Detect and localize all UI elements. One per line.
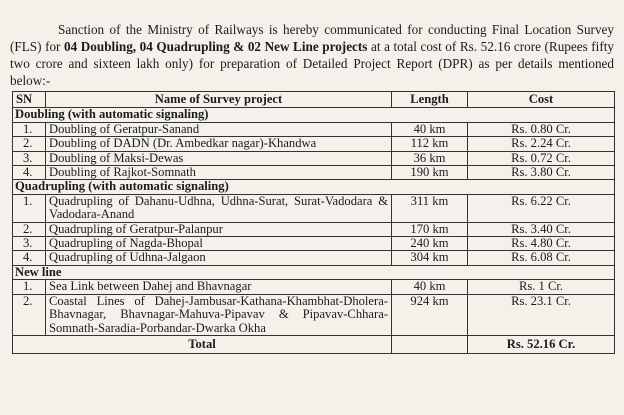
table-row — [13, 122, 615, 136]
row-cost: Rs. 1 Cr. — [468, 280, 615, 294]
table-header-row — [13, 92, 615, 108]
row-project-name: Quadrupling of Udhna-Jalgaon — [46, 251, 392, 265]
row-cost: Rs. 2.24 Cr. — [468, 137, 615, 151]
total-label: Total — [13, 335, 392, 353]
section-title: New line — [13, 265, 615, 279]
table-row — [13, 294, 615, 335]
row-project-name: Doubling of Rajkot-Somnath — [46, 166, 392, 180]
survey-projects-table — [12, 91, 615, 354]
row-sn: 2. — [13, 294, 46, 335]
row-project-name: Doubling of Maksi-Dewas — [46, 151, 392, 165]
row-project-name: Quadrupling of Dahanu-Udhna, Udhna-Surat, Surat-Vadodara & Vadodara-Anand — [46, 194, 392, 222]
intro-paragraph — [10, 21, 614, 89]
header-sn: SN — [13, 92, 46, 108]
row-project-name: Coastal Lines of Dahej-Jambusar-Kathana-Khambhat-Dholera-Bhavnagar, Bhavnagar-Mahuva-Pipavav & Pipavav-Chhara-Somnath-Saradia-Porbandar-Dwarka Okha — [46, 294, 392, 335]
row-project-name: Quadrupling of Nagda-Bhopal — [46, 237, 392, 251]
section-title: Doubling (with automatic signaling) — [13, 108, 615, 122]
row-length: 240 km — [392, 237, 468, 251]
row-cost: Rs. 0.72 Cr. — [468, 151, 615, 165]
row-sn: 1. — [13, 122, 46, 136]
row-length: 311 km — [392, 194, 468, 222]
header-cost: Cost — [468, 92, 615, 108]
row-sn: 2. — [13, 137, 46, 151]
row-project-name: Doubling of DADN (Dr. Ambedkar nagar)-Khandwa — [46, 137, 392, 151]
total-cost: Rs. 52.16 Cr. — [468, 335, 615, 353]
table-row — [13, 151, 615, 165]
row-sn: 4. — [13, 251, 46, 265]
row-cost: Rs. 6.22 Cr. — [468, 194, 615, 222]
total-row — [13, 335, 615, 353]
row-cost: Rs. 3.40 Cr. — [468, 222, 615, 236]
row-length: 40 km — [392, 280, 468, 294]
row-length: 190 km — [392, 166, 468, 180]
header-name: Name of Survey project — [46, 92, 392, 108]
row-sn: 4. — [13, 166, 46, 180]
row-sn: 1. — [13, 280, 46, 294]
row-cost: Rs. 6.08 Cr. — [468, 251, 615, 265]
row-cost: Rs. 23.1 Cr. — [468, 294, 615, 335]
section-row-doubling — [13, 108, 615, 122]
intro-text-part2: at a total cost of Rs. 52.16 crore (Rupees fifty two crore and sixteen lakh only) for preparation of Detailed Project Report (DPR) as per details mentioned below:- — [10, 39, 614, 89]
row-project-name: Doubling of Geratpur-Sanand — [46, 122, 392, 136]
row-length: 36 km — [392, 151, 468, 165]
row-length: 924 km — [392, 294, 468, 335]
row-cost: Rs. 3.80 Cr. — [468, 166, 615, 180]
row-sn: 2. — [13, 222, 46, 236]
row-cost: Rs. 4.80 Cr. — [468, 237, 615, 251]
row-length: 112 km — [392, 137, 468, 151]
table-row — [13, 251, 615, 265]
row-sn: 3. — [13, 151, 46, 165]
header-length: Length — [392, 92, 468, 108]
total-length-empty — [392, 335, 468, 353]
row-sn: 1. — [13, 194, 46, 222]
row-cost: Rs. 0.80 Cr. — [468, 122, 615, 136]
row-project-name: Sea Link between Dahej and Bhavnagar — [46, 280, 392, 294]
row-length: 40 km — [392, 122, 468, 136]
table-row — [13, 194, 615, 222]
table-row — [13, 237, 615, 251]
intro-text-part1: Sanction of the Ministry of Railways is hereby communicated for conducting Final Location Survey (FLS) for — [10, 22, 614, 55]
intro-text-bold: 04 Doubling, 04 Quadrupling & 02 New Line projects — [64, 39, 368, 55]
row-sn: 3. — [13, 237, 46, 251]
section-title: Quadrupling (with automatic signaling) — [13, 180, 615, 194]
table-row — [13, 166, 615, 180]
row-length: 304 km — [392, 251, 468, 265]
section-row-quadrupling — [13, 180, 615, 194]
table-row — [13, 222, 615, 236]
table-row — [13, 137, 615, 151]
row-project-name: Quadrupling of Geratpur-Palanpur — [46, 222, 392, 236]
table-row — [13, 280, 615, 294]
row-length: 170 km — [392, 222, 468, 236]
section-row-new-line — [13, 265, 615, 279]
